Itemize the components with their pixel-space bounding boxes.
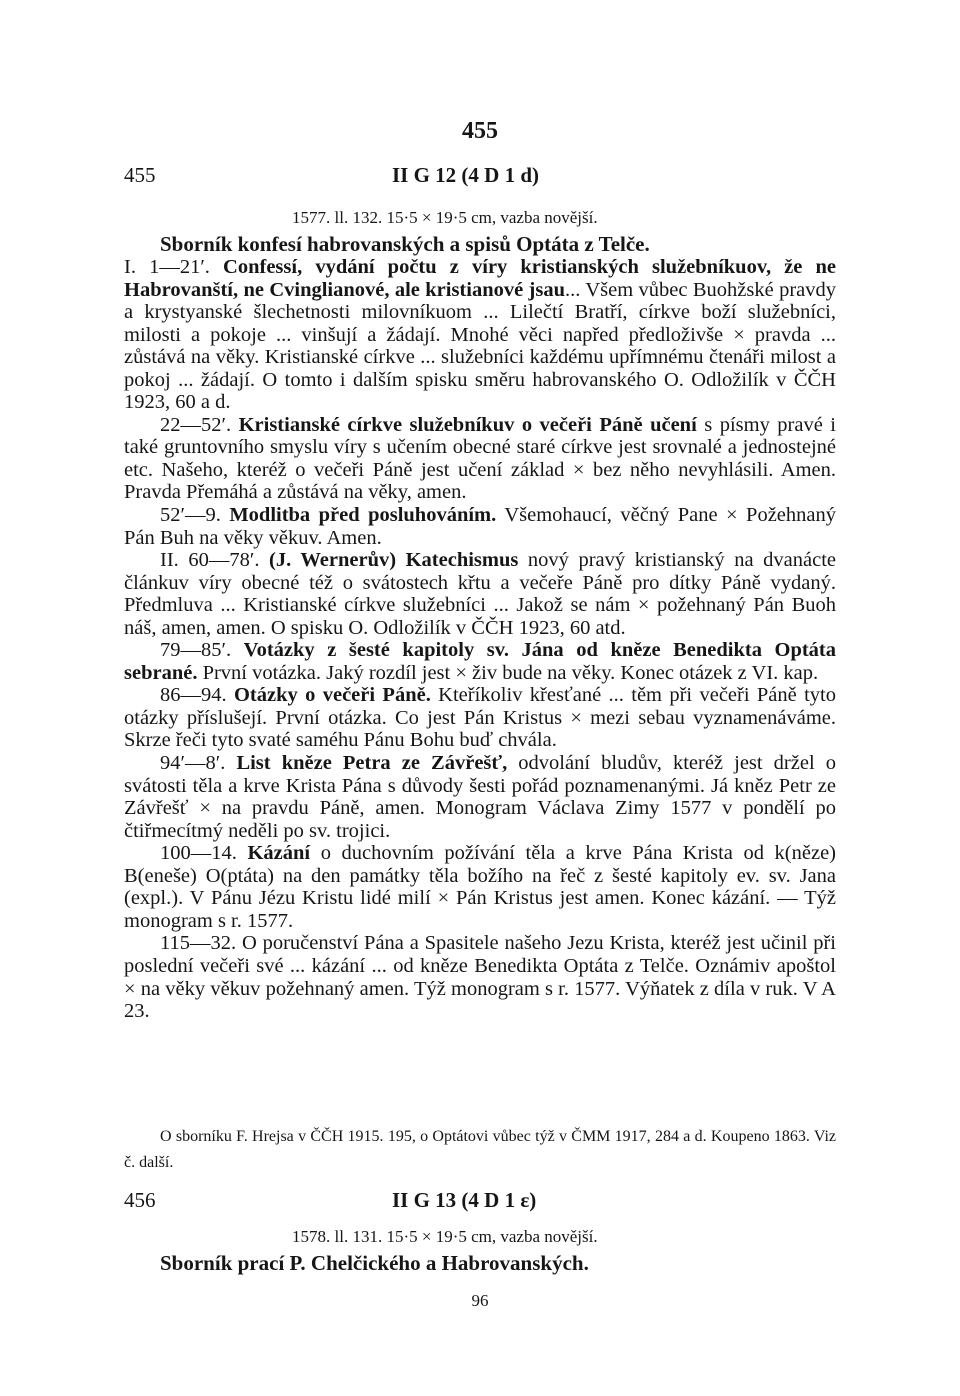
entry-number-2: 456 (124, 1188, 156, 1212)
item-2: 22—52′. Kristianské církve služebníkuv o večeři Páně učení s písmy pravé i také gruntovního smyslu víry s učením obecné staré církve jest srovnalé a jednostejné etc. Našeho, kteréž o večeři Páně jest učení základ × bez něho nevyhlásili. Amen. Pravda Přemáhá a zůstává na věky, amen. (124, 413, 836, 504)
entry-meta: 1577. ll. 132. 15·5 × 19·5 cm, vazba novější. (292, 208, 598, 227)
entry-title: Sborník konfesí habrovanských a spisů Optáta z Telče. (160, 232, 650, 256)
entry-body (124, 256, 836, 1023)
shelf-signature: II G 12 (4 D 1 d) (392, 163, 540, 187)
item-4: II. 60—78′. (J. Wernerův) Katechismus nový pravý kristianský na dvanácte článkuv víry obecné též o svátostech křtu a večeře Páně pro dítky Páně vydaný. Předmluva ... Kristianské církve služebníci ... Jakož se nám × požehnaný Pán Buoh náš, amen, amen. O spisku O. Odložilík v ČČH 1923, 60 atd. (124, 549, 836, 639)
item-6: 86—94. Otázky o večeři Páně. Kteříkoliv křesťané ... těm při večeři Páně tyto otázky příslušejí. První otázka. Co jest Pán Kristus × mezi sebau vyznamenáváme. Skrze řeči tyto svaté saméhu Pánu Bohu buď chvála. (124, 684, 837, 752)
bibliographic-note: O sborníku F. Hrejsa v ČČH 1915. 195, o Optátovi vůbec týž v ČMM 1917, 284 a d. Koupeno 1863. Viz č. další. (124, 1128, 836, 1171)
entry-title-2: Sborník prací P. Chelčického a Habrovanských. (160, 1251, 589, 1275)
item-9: 115—32. O poručenství Pána a Spasitele našeho Jezu Krista, kteréž jest učinil při poslední večeři své ... kázání ... od kněze Benedikta Optáta z Telče. Oznámiv apoštol × na věky věkuv požehnaný amen. Týž monogram s r. 1577. Výňatek z díla v ruk. V A 23. (124, 932, 836, 1023)
running-page-number: 455 (462, 118, 498, 144)
page-footer-number: 96 (471, 1291, 489, 1310)
item-5: 79—85′. Votázky z šesté kapitoly sv. Jána od kněze Benedikta Optáta sebrané. První votázka. Jaký rozdíl jest × živ bude na věky. Konec otázek z VI. kap. (124, 639, 836, 684)
entry-number: 455 (124, 163, 156, 187)
item-3: 52′—9. Modlitba před posluhováním. Všemohaucí, věčný Pane × Požehnaný Pán Buh na věky věkuv. Amen. (124, 504, 837, 549)
shelf-signature-2: II G 13 (4 D 1 ε) (392, 1188, 537, 1212)
item-1: I. 1—21′. Confessí, vydání počtu z víry kristianských služebníkuov, že ne Habrovanští, ne Cvinglianové, ale kristianové jsau... Všem vůbec Buohžské pravdy a krystyanské šlechetnosti milovníkuom ... Lilečtí Bratří, církve boží služebníci, milosti a pokoje ... vinšují a žádají. Mnohé věci napřed předloživše × pravda ... zůstává na věky. Kristianské církve ... služebníci každému upřímnému čtenáři milost a pokoj ... žádají. O tomto i dalším spisku směru habrovanského O. Odložilík v ČČH 1923, 60 a d. (124, 256, 836, 414)
item-7: 94′—8′. List kněze Petra ze Závřešť, odvolání bludův, kteréž jest držel o svátosti těla a krve Krista Pána s důvody šesti pořád poznamenanými. Já kněz Petr ze Závřešť × na pravdu Páně, amen. Monogram Václava Zimy 1577 v pondělí po čtiřmecítmý neděli po sv. trojici. (124, 752, 836, 842)
item-8: 100—14. Kázání o duchovním požívání těla a krve Pána Krista od k(něze) B(eneše) O(ptáta) na den památky těla božího na řeč z šesté kapitoly ev. sv. Jana (expl.). V Pánu Jézu Kristu lidé milí × Pán Kristus jest amen. Konec kázání. — Týž monogram s r. 1577. (124, 842, 837, 932)
entry-meta-2: 1578. ll. 131. 15·5 × 19·5 cm, vazba novější. (292, 1227, 598, 1246)
